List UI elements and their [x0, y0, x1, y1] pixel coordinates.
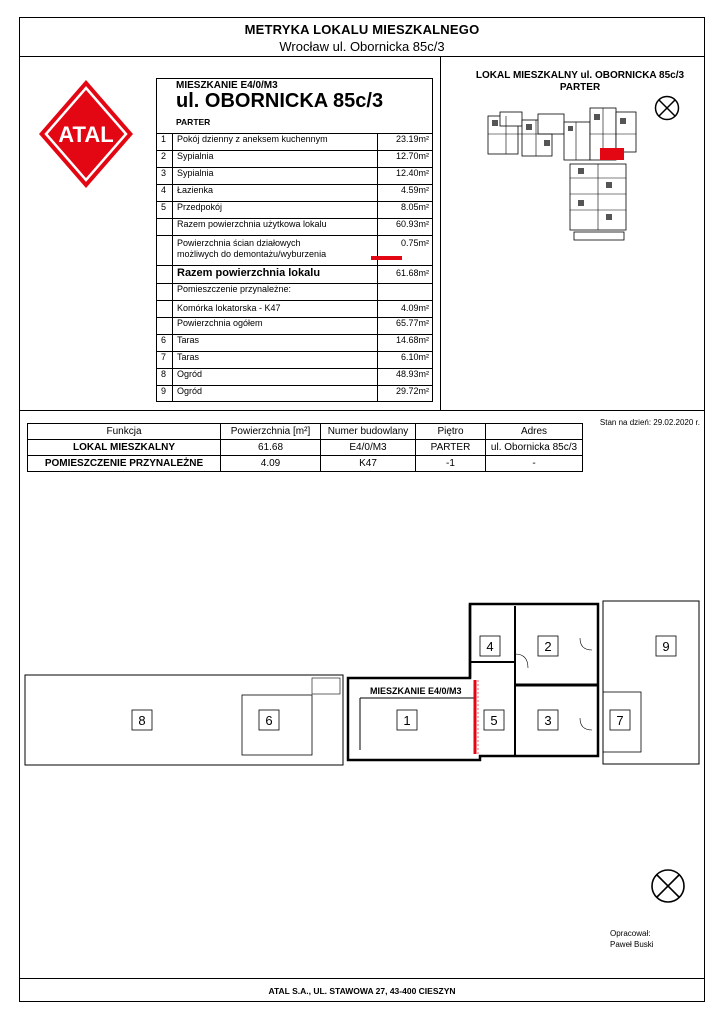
- room-number: 2: [160, 151, 166, 161]
- table-cell: -1: [416, 456, 486, 472]
- room-name: Łazienka: [177, 185, 214, 195]
- terrace-6-outline: [242, 695, 312, 755]
- table-cell: LOKAL MIESZKALNY: [28, 440, 221, 456]
- total-area-row: [156, 265, 433, 283]
- room-name: Przedpokój: [177, 202, 223, 212]
- plan-room-number: 8: [138, 713, 146, 728]
- table-header-row: [28, 424, 583, 440]
- outdoor-row: [156, 385, 433, 402]
- total-area-label: Razem powierzchnia lokalu: [177, 267, 321, 279]
- site-plan-title: LOKAL MIESZKALNY ul. OBORNICKA 85c/3: [475, 70, 685, 81]
- table-cell: 61.68: [221, 440, 321, 456]
- plan-unit-label: MIESZKANIE E4/0/M3: [370, 686, 462, 696]
- outdoor-name: Ogród: [177, 369, 203, 379]
- storage-row: [156, 300, 433, 317]
- walls-label: Powierzchnia ścian działowych: [177, 238, 301, 248]
- column-divider: [440, 56, 441, 410]
- table-cell: E4/0/M3: [321, 440, 416, 456]
- storage-label: Komórka lokatorska - K47: [177, 303, 281, 313]
- company-footer: ATAL S.A., UL. STAWOWA 27, 43-400 CIESZYN: [268, 986, 456, 996]
- table-cell: PARTER: [416, 440, 486, 456]
- unit-code: MIESZKANIE E4/0/M3: [176, 80, 278, 91]
- section-divider: [19, 410, 705, 411]
- site-plan-floor: PARTER: [559, 82, 601, 93]
- prepared-label: Opracował:: [610, 929, 651, 938]
- prepared-name: Paweł Buski: [610, 940, 654, 949]
- outdoor-number: 9: [160, 386, 166, 396]
- overall-area: 65.77m²: [395, 318, 429, 328]
- table-cell: ul. Obornicka 85c/3: [486, 440, 583, 456]
- table-row: [28, 440, 583, 456]
- outdoor-area: 6.10m²: [400, 352, 429, 362]
- room-row: [156, 150, 433, 167]
- status-date: Stan na dzień: 29.02.2020 r.: [599, 418, 700, 427]
- compass-icon: [650, 868, 686, 904]
- room-row: [156, 184, 433, 201]
- overall-label: Powierzchnia ogółem: [177, 318, 263, 328]
- header-divider: [19, 56, 705, 57]
- overall-row: [156, 317, 433, 334]
- room-row: [156, 167, 433, 184]
- document-title: METRYKA LOKALU MIESZKALNEGO: [244, 22, 480, 37]
- unit-info-table: [27, 423, 583, 472]
- usable-area-value: 60.93m²: [395, 219, 429, 229]
- room-row: [156, 201, 433, 218]
- document-subtitle: Wrocław ul. Obornicka 85c/3: [279, 39, 445, 54]
- walls-row: [156, 235, 433, 265]
- room-row: [156, 133, 433, 150]
- unit-street: ul. OBORNICKA 85c/3: [176, 90, 384, 112]
- table-header-cell: Funkcja: [28, 424, 221, 440]
- outdoor-area: 14.68m²: [395, 335, 429, 345]
- room-area: 23.19m²: [395, 134, 429, 144]
- room-number: 5: [160, 202, 166, 212]
- storage-area: 4.09m²: [400, 303, 429, 313]
- plan-room-number: 7: [616, 713, 624, 728]
- table-cell: 4.09: [221, 456, 321, 472]
- outdoor-area: 48.93m²: [395, 369, 429, 379]
- table-header-cell: Numer budowlany: [321, 424, 416, 440]
- room-name: Sypialnia: [177, 151, 214, 161]
- table-cell: K47: [321, 456, 416, 472]
- table-row: [28, 456, 583, 472]
- room-name: Sypialnia: [177, 168, 214, 178]
- outdoor-row: [156, 368, 433, 385]
- unit-floor: PARTER: [176, 117, 211, 127]
- atal-logo: [37, 78, 135, 190]
- outdoor-number: 8: [160, 369, 166, 379]
- compass-icon: [654, 95, 680, 121]
- apartment-walls: [348, 604, 598, 760]
- prepared-by: [610, 928, 654, 950]
- plan-room-number: 6: [265, 713, 273, 728]
- walls-label: możliwych do demontażu/wyburzenia: [177, 249, 327, 259]
- room-number: 4: [160, 185, 166, 195]
- walls-area: 0.75m²: [400, 238, 429, 248]
- usable-area-row: [156, 218, 433, 235]
- outdoor-name: Taras: [177, 352, 200, 362]
- plan-room-number: 3: [544, 713, 552, 728]
- floor-plan: [20, 598, 705, 778]
- footer-divider: [19, 978, 705, 979]
- room-area: 4.59m²: [400, 185, 429, 195]
- logo-text: ATAL: [58, 122, 114, 147]
- room-area: 12.40m²: [395, 168, 429, 178]
- aux-row: [156, 283, 433, 300]
- plan-room-number: 5: [490, 713, 498, 728]
- outdoor-row: [156, 334, 433, 351]
- table-header-cell: Piętro: [416, 424, 486, 440]
- outdoor-row: [156, 351, 433, 368]
- outdoor-name: Taras: [177, 335, 200, 345]
- room-area: 8.05m²: [400, 202, 429, 212]
- unit-location-highlight: [600, 148, 624, 160]
- plan-room-number: 9: [662, 639, 670, 654]
- aux-label: Pomieszczenie przynależne:: [177, 284, 292, 294]
- outdoor-number: 6: [160, 335, 166, 345]
- outdoor-area: 29.72m²: [395, 386, 429, 396]
- table-cell: -: [486, 456, 583, 472]
- room-number: 1: [160, 134, 166, 144]
- table-header-cell: Adres: [486, 424, 583, 440]
- room-name: Pokój dzienny z aneksem kuchennym: [177, 134, 328, 144]
- plan-room-number: 2: [544, 639, 552, 654]
- usable-area-label: Razem powierzchnia użytkowa lokalu: [177, 219, 327, 229]
- walls-legend-swatch: [371, 256, 402, 260]
- room-number: 3: [160, 168, 166, 178]
- room-area: 12.70m²: [395, 151, 429, 161]
- outdoor-name: Ogród: [177, 386, 203, 396]
- total-area-value: 61.68m²: [395, 268, 429, 278]
- plan-room-number: 4: [486, 639, 494, 654]
- plan-room-number: 1: [403, 713, 411, 728]
- table-header-cell: Powierzchnia [m²]: [221, 424, 321, 440]
- outdoor-number: 7: [160, 352, 166, 362]
- garden-8-outline: [25, 675, 343, 765]
- garden-9-outline: [603, 601, 699, 764]
- table-cell: POMIESZCZENIE PRZYNALEŻNE: [28, 456, 221, 472]
- site-plan-drawing: [486, 104, 640, 242]
